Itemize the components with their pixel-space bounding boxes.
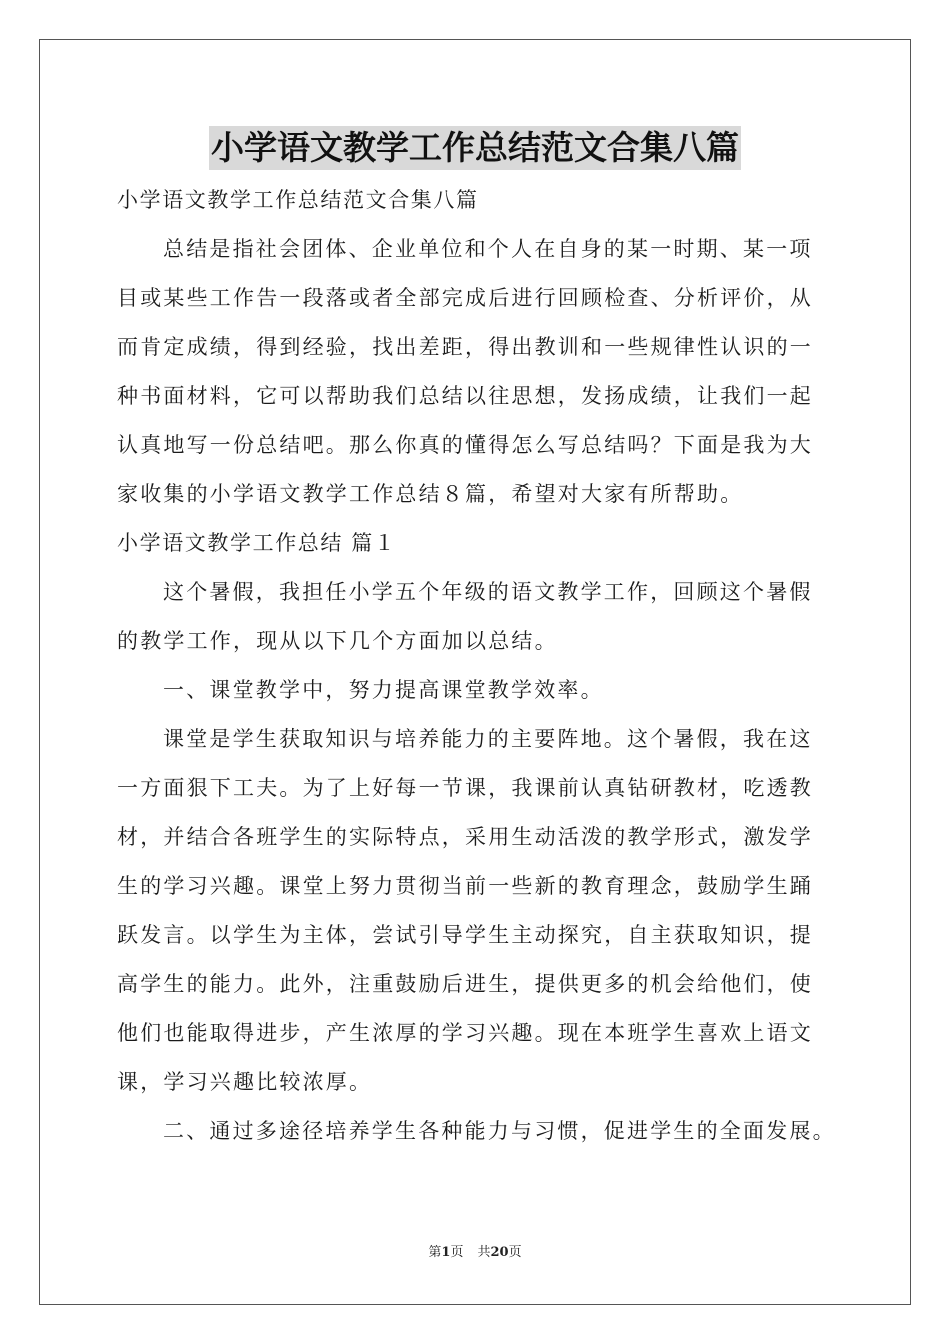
paragraph-line: 一、课堂教学中，努力提高课堂教学效率。 [163,678,604,702]
page-suffix: 页 [450,1245,464,1260]
paragraph-line: 目或某些工作告一段落或者全部完成后进行回顾检查、分析评价，从 [117,286,813,310]
document-body [117,176,837,1156]
paragraph-line: 总结是指社会团体、企业单位和个人在自身的某一时期、某一项 [163,237,813,261]
total-pages: 20 [490,1245,509,1260]
paragraph-line: 高学生的能力。此外，注重鼓励后进生，提供更多的机会给他们，使 [117,972,813,996]
paragraph-line: 这个暑假，我担任小学五个年级的语文教学工作，回顾这个暑假 [163,580,813,604]
paragraph-line: 种书面材料，它可以帮助我们总结以往思想，发扬成绩，让我们一起 [117,384,813,408]
paragraph-line: 跃发言。以学生为主体，尝试引导学生主动探究，自主获取知识，提 [117,923,813,947]
page-footer [0,1244,950,1262]
paragraph-line: 一方面狠下工夫。为了上好每一节课，我课前认真钻研教材，吃透教 [117,776,813,800]
document-title: 小学语文教学工作总结范文合集八篇 [209,126,741,170]
paragraph-line: 材，并结合各班学生的实际特点，采用生动活泼的教学形式，激发学 [117,825,813,849]
paragraph-line: 认真地写一份总结吧。那么你真的懂得怎么写总结吗？下面是我为大 [117,433,813,457]
total-suffix: 页 [508,1245,522,1260]
paragraph-line: 生的学习兴趣。课堂上努力贯彻当前一些新的教育理念，鼓励学生踊 [117,874,813,898]
paragraph-line: 二、通过多途径培养学生各种能力与习惯，促进学生的全面发展。 [163,1119,836,1143]
title-container [0,126,950,170]
paragraph-line: 他们也能取得进步，产生浓厚的学习兴趣。现在本班学生喜欢上语文 [117,1021,813,1045]
page-number: 1 [441,1245,451,1260]
paragraph-line: 课堂是学生获取知识与培养能力的主要阵地。这个暑假，我在这 [163,727,813,751]
total-prefix: 共 [477,1245,491,1260]
subtitle-line: 小学语文教学工作总结范文合集八篇 [117,188,479,212]
section-heading: 小学语文教学工作总结 篇１ [117,531,397,555]
paragraph-line: 课，学习兴趣比较浓厚。 [117,1070,373,1094]
paragraph-line: 家收集的小学语文教学工作总结８篇，希望对大家有所帮助。 [117,482,744,506]
paragraph-line: 的教学工作，现从以下几个方面加以总结。 [117,629,558,653]
paragraph-line: 而肯定成绩，得到经验，找出差距，得出教训和一些规律性认识的一 [117,335,813,359]
page-prefix: 第 [428,1245,442,1260]
